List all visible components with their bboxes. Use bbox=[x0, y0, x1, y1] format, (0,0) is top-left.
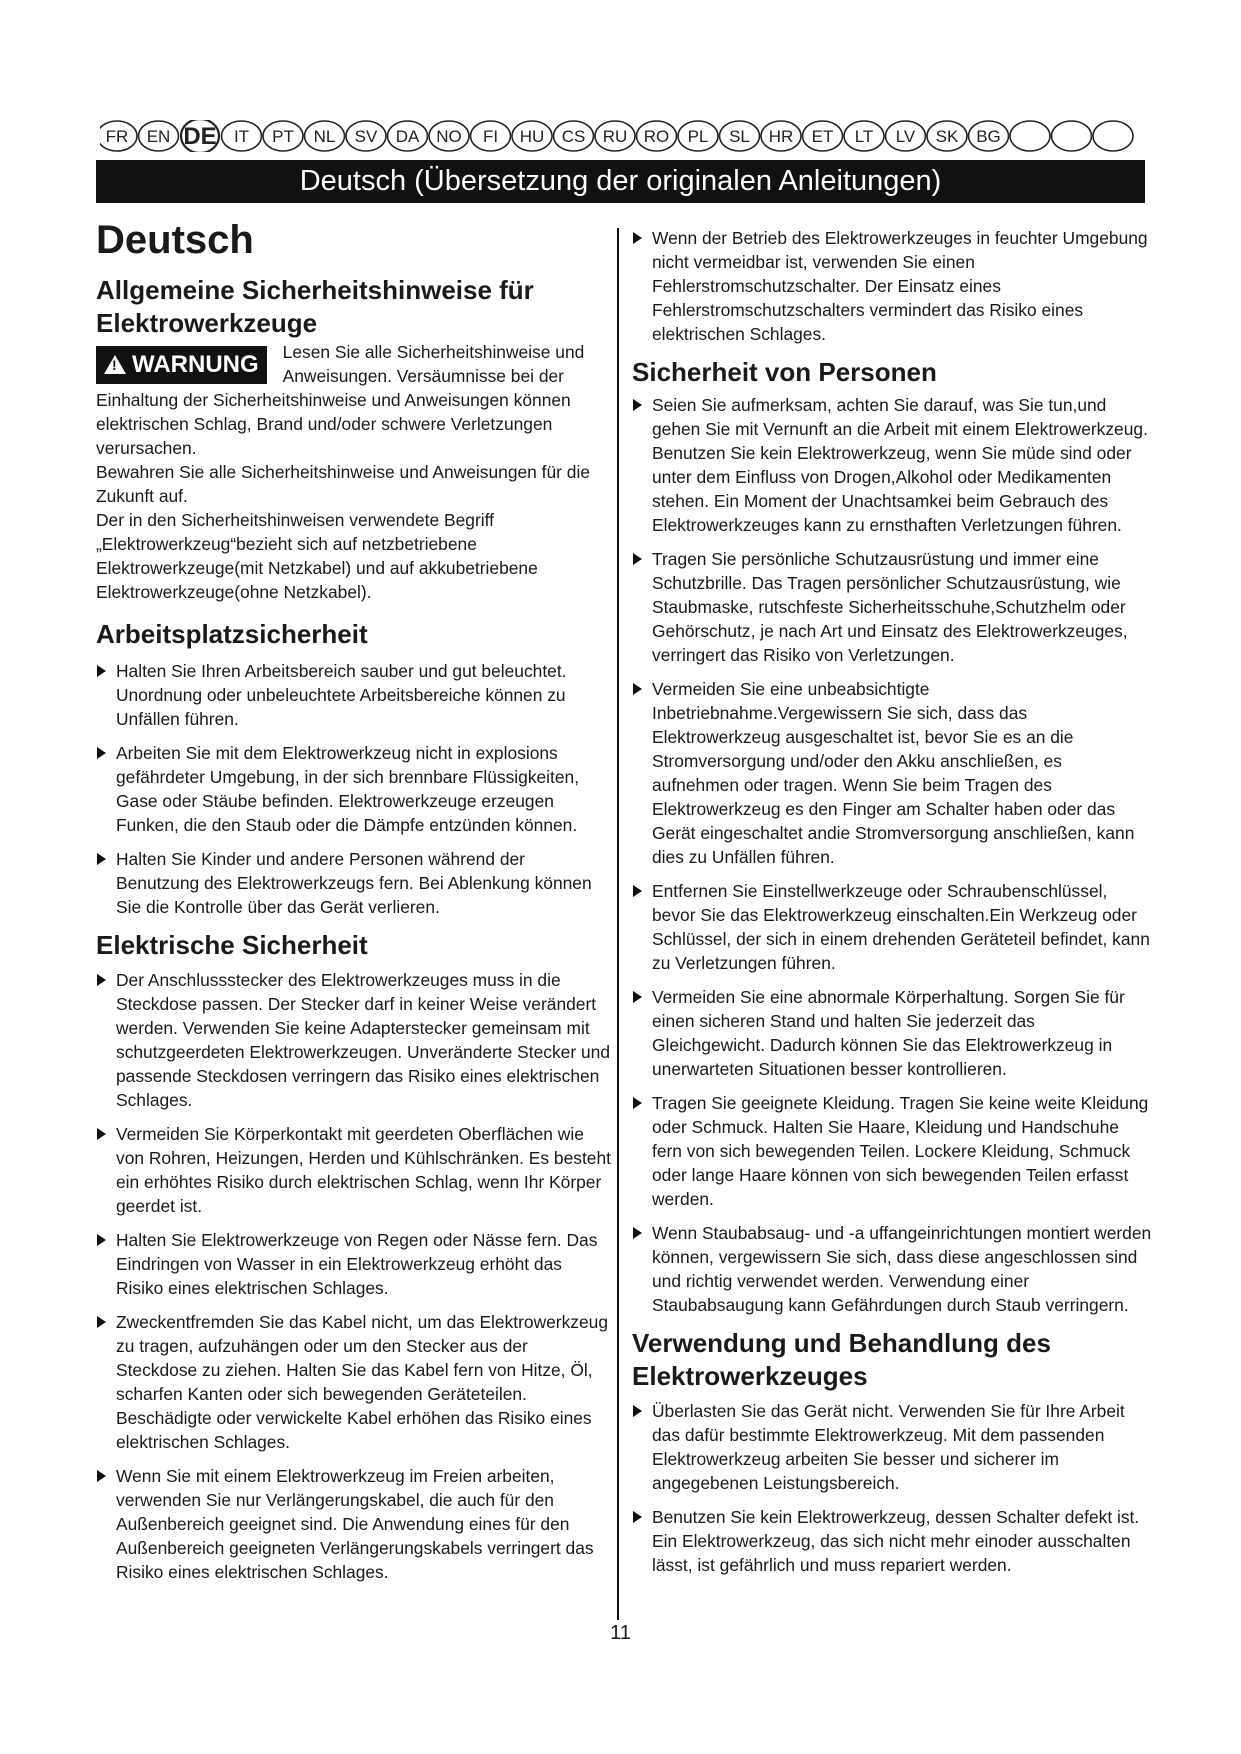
language-code: DA bbox=[395, 127, 420, 146]
language-code: RU bbox=[602, 127, 628, 146]
bullet-arrow-icon bbox=[633, 1511, 642, 1523]
language-code: FR bbox=[105, 127, 129, 146]
item-text: Der Anschlussstecker des Elektrowerkzeuges muss in die Steckdose passen. Der Stecker darf in keiner Weise verändert werden. Verwenden Sie keine Adapterstecker gemeinsam mit schutzgeerdeten Elektrowerkzeugen. Unveränderte Stecker und passende Steckdosen verringern das Risiko eines elektrischen Schlages. bbox=[116, 970, 610, 1110]
list-item bbox=[96, 1464, 612, 1584]
item-text: Halten Sie Elektrowerkzeuge von Regen oder Nässe fern. Das Eindringen von Wasser in ein Elektrowerkzeug erhöht das Risiko eines elektrischen Schlages. bbox=[116, 1230, 598, 1298]
language-tab-blank bbox=[1010, 121, 1050, 151]
bullet-arrow-icon bbox=[97, 853, 106, 865]
item-text: Entfernen Sie Einstellwerkzeuge oder Schraubenschlüssel, bevor Sie das Elektrowerkzeug einschalten.Ein Werkzeug oder Schlüssel, der sich in einem drehenden Geräteteil befindet, kann zu Verletzungen führen. bbox=[652, 881, 1150, 973]
item-text: Arbeiten Sie mit dem Elektrowerkzeug nicht in explosions gefährdeter Umgebung, in der sich brennbare Flüssigkeiten, Gase oder Stäube befinden. Elektrowerkzeuge erzeugen Funken, die den Staub oder die Dämpfe entzünden können. bbox=[116, 743, 580, 835]
item-text: Wenn der Betrieb des Elektrowerkzeuges in feuchter Umgebung nicht vermeidbar ist, verwenden Sie einen Fehlerstromschutzschalter. Der Einsatz eines Fehlerstromschutzschalters vermindert das Risiko eines elektrischen Schlages. bbox=[652, 228, 1148, 344]
language-code: SV bbox=[354, 127, 378, 146]
general-title: Allgemeine Sicherheitshinweise für Elektrowerkzeuge bbox=[96, 275, 534, 338]
list-item bbox=[632, 547, 1152, 667]
language-code: PL bbox=[687, 127, 709, 146]
item-text: Überlasten Sie das Gerät nicht. Verwenden Sie für Ihre Arbeit das dafür bestimmte Elektrowerkzeug. Mit dem passenden Elektrowerkzeug arbeiten Sie besser und sicherer im angegebenen Leistungsbereich. bbox=[652, 1401, 1125, 1493]
list-item bbox=[96, 1310, 612, 1454]
item-text: Wenn Sie mit einem Elektrowerkzeug im Freien arbeiten, verwenden Sie nur Verlängerungskabel, die auch für den Außenbereich geeignet sind. Die Anwendung eines für den Außenbereich geeigneten Verlängerungskabels verringert das Risiko eines elektrischen Schlages. bbox=[116, 1466, 594, 1582]
list-item bbox=[96, 659, 612, 731]
bullet-arrow-icon bbox=[97, 665, 106, 677]
bullet-arrow-icon bbox=[633, 232, 642, 244]
language-code: CS bbox=[561, 127, 586, 146]
bullet-arrow-icon bbox=[633, 1227, 642, 1239]
bullet-arrow-icon bbox=[97, 747, 106, 759]
list-item bbox=[632, 985, 1152, 1081]
language-code: IT bbox=[233, 127, 250, 146]
page-number: 11 bbox=[610, 1622, 631, 1644]
bullet-arrow-icon bbox=[97, 1470, 106, 1482]
language-code: EN bbox=[146, 127, 171, 146]
column-divider bbox=[617, 228, 619, 1620]
bullet-arrow-icon bbox=[633, 885, 642, 897]
list-item bbox=[632, 226, 1152, 346]
bullet-arrow-icon bbox=[97, 1128, 106, 1140]
language-tab-blank bbox=[1052, 121, 1092, 151]
list-item bbox=[96, 968, 612, 1112]
language-code: BG bbox=[976, 127, 1001, 146]
list-item bbox=[632, 879, 1152, 975]
language-code: SK bbox=[935, 127, 959, 146]
section-heading: Sicherheit von Personen bbox=[632, 357, 937, 387]
bullet-arrow-icon bbox=[633, 1405, 642, 1417]
language-code: HU bbox=[519, 127, 545, 146]
warning-block bbox=[96, 340, 612, 604]
list-item bbox=[632, 393, 1152, 537]
language-code: ET bbox=[811, 127, 834, 146]
list-item bbox=[96, 1122, 612, 1218]
item-text: Wenn Staubabsaug- und -a uffangeinrichtungen montiert werden können, vergewissern Sie sich, dass diese angeschlossen sind und richtig verwendet werden. Verwendung einer Staubabsaugung kann Gefährdungen durch Staub verringern. bbox=[652, 1223, 1152, 1315]
section-heading: Arbeitsplatzsicherheit bbox=[96, 619, 368, 649]
item-list bbox=[96, 968, 612, 1584]
bullet-arrow-icon bbox=[633, 1097, 642, 1109]
bullet-arrow-icon bbox=[633, 991, 642, 1003]
section-heading: Elektrische Sicherheit bbox=[96, 930, 368, 960]
item-list bbox=[632, 393, 1152, 1317]
language-code: LT bbox=[854, 127, 874, 146]
warning-badge bbox=[96, 346, 267, 384]
item-list bbox=[96, 659, 612, 919]
language-tab-strip bbox=[100, 120, 1140, 152]
item-list bbox=[632, 226, 1152, 346]
list-item bbox=[96, 847, 612, 919]
language-code: DE bbox=[183, 123, 217, 150]
item-text: Halten Sie Ihren Arbeitsbereich sauber und gut beleuchtet. Unordnung oder unbeleuchtete Arbeitsbereiche können zu Unfällen führen. bbox=[116, 661, 567, 729]
list-item bbox=[96, 1228, 612, 1300]
warning-triangle-icon bbox=[104, 355, 126, 374]
list-item bbox=[632, 1221, 1152, 1317]
language-code: LV bbox=[895, 127, 916, 146]
item-text: Benutzen Sie kein Elektrowerkzeug, dessen Schalter defekt ist. Ein Elektrowerkzeug, das sich nicht mehr einoder ausschalten lässt, ist gefährlich und muss repariert werden. bbox=[652, 1507, 1140, 1575]
language-code: RO bbox=[643, 127, 670, 146]
page-title: Deutsch bbox=[96, 218, 254, 262]
bullet-arrow-icon bbox=[97, 1316, 106, 1328]
language-tabs bbox=[100, 120, 1140, 152]
bullet-arrow-icon bbox=[633, 399, 642, 411]
bullet-arrow-icon bbox=[633, 683, 642, 695]
language-code: FI bbox=[482, 127, 499, 146]
bullet-arrow-icon bbox=[633, 553, 642, 565]
left-column bbox=[96, 216, 612, 1594]
language-tab-blank bbox=[1093, 121, 1133, 151]
language-code: HR bbox=[768, 127, 794, 146]
item-text: Tragen Sie persönliche Schutzausrüstung und immer eine Schutzbrille. Das Tragen persönlicher Schutzausrüstung, wie Staubmaske, rutschfeste Sicherheitsschuhe,Schutzhelm oder Gehörschutz, je nach Art und Einsatz des Elektrowerkzeuges, verringert das Risiko von Verletzungen. bbox=[652, 549, 1128, 665]
language-code: SL bbox=[729, 127, 750, 146]
item-text: Tragen Sie geeignete Kleidung. Tragen Sie keine weite Kleidung oder Schmuck. Halten Sie Haare, Kleidung und Handschuhe fern von sich bewegenden Teilen. Lockere Kleidung, Schmuck oder lange Haare können von sich bewegenden Teilen erfasst werden. bbox=[652, 1093, 1149, 1209]
list-item bbox=[632, 1505, 1152, 1577]
warning-label: WARNUNG bbox=[132, 351, 259, 378]
item-text: Seien Sie aufmerksam, achten Sie darauf, was Sie tun,und gehen Sie mit Vernunft an die Arbeit mit einem Elektrowerkzeug. Benutzen Sie kein Elektrowerkzeug, wenn Sie müde sind oder unter dem Einfluss von Drogen,Alkohol oder Medikamenten stehen. Ein Moment der Unachtsamkei beim Gebrauch des Elektrowerkzeuges kann zu ernsthaften Verletzungen führen. bbox=[652, 395, 1148, 535]
list-item bbox=[632, 677, 1152, 869]
item-text: Vermeiden Sie eine abnormale Körperhaltung. Sorgen Sie für einen sicheren Stand und halten Sie jederzeit das Gleichgewicht. Dadurch können Sie das Elektrowerkzeug in unerwarteten Situationen besser kontrollieren. bbox=[652, 987, 1125, 1079]
item-text: Vermeiden Sie eine unbeabsichtigte Inbetriebnahme.Vergewissern Sie sich, dass das Elektrowerkzeug ausgeschaltet ist, bevor Sie es an die Stromversorgung und/oder den Akku anschließen, es aufnehmen oder tragen. Wenn Sie beim Tragen des Elektrowerkzeug es den Finger am Schalter haben oder das Gerät eingeschaltet andie Stromversorgung anschließen, kann dies zu Unfällen führen. bbox=[652, 679, 1135, 867]
warning-text: Bewahren Sie alle Sicherheitshinweise und Anweisungen für die Zukunft auf. bbox=[96, 462, 591, 506]
item-text: Zweckentfremden Sie das Kabel nicht, um das Elektrowerkzeug zu tragen, aufzuhängen oder um den Stecker aus der Steckdose zu ziehen. Halten Sie das Kabel fern von Hitze, Öl, scharfen Kanten oder sich bewegenden Geräteteilen. Beschädigte oder verwickelte Kabel erhöhen das Risiko eines elektrischen Schlages. bbox=[116, 1312, 609, 1452]
language-code: PT bbox=[272, 127, 294, 146]
item-text: Vermeiden Sie Körperkontakt mit geerdeten Oberflächen wie von Rohren, Heizungen, Herden und Kühlschränken. Es besteht ein erhöhtes Risiko durch elektrischen Schlag, wenn Ihr Körper geerdet ist. bbox=[116, 1124, 611, 1216]
language-code: NL bbox=[313, 127, 336, 146]
header-bar: Deutsch (Übersetzung der originalen Anleitungen) bbox=[96, 160, 1145, 203]
section-heading: Verwendung und Behandlung des Elektrowerkzeuges bbox=[632, 1328, 1051, 1391]
right-column bbox=[632, 226, 1152, 1587]
warning-text: Lesen Sie alle Sicherheitshinweise und Anweisungen. Versäumnisse bei der Einhaltung der Sicherheitshinweise und Anweisungen können elektrischen Schlag, Brand und/oder schwere Verletzungen verursachen. bbox=[96, 342, 585, 458]
item-list bbox=[632, 1399, 1152, 1577]
bullet-arrow-icon bbox=[97, 974, 106, 986]
list-item bbox=[96, 741, 612, 837]
list-item bbox=[632, 1091, 1152, 1211]
language-code: NO bbox=[436, 127, 462, 146]
item-text: Halten Sie Kinder und andere Personen während der Benutzung des Elektrowerkzeugs fern. Bei Ablenkung können Sie die Kontrolle über das Gerät verlieren. bbox=[116, 849, 592, 917]
warning-text: Der in den Sicherheitshinweisen verwendete Begriff „Elektrowerkzeug“bezieht sich auf netzbetriebene Elektrowerkzeuge(mit Netzkabel) und auf akkubetriebene Elektrowerkzeuge(ohne Netzkabel). bbox=[96, 510, 538, 602]
bullet-arrow-icon bbox=[97, 1234, 106, 1246]
list-item bbox=[632, 1399, 1152, 1495]
